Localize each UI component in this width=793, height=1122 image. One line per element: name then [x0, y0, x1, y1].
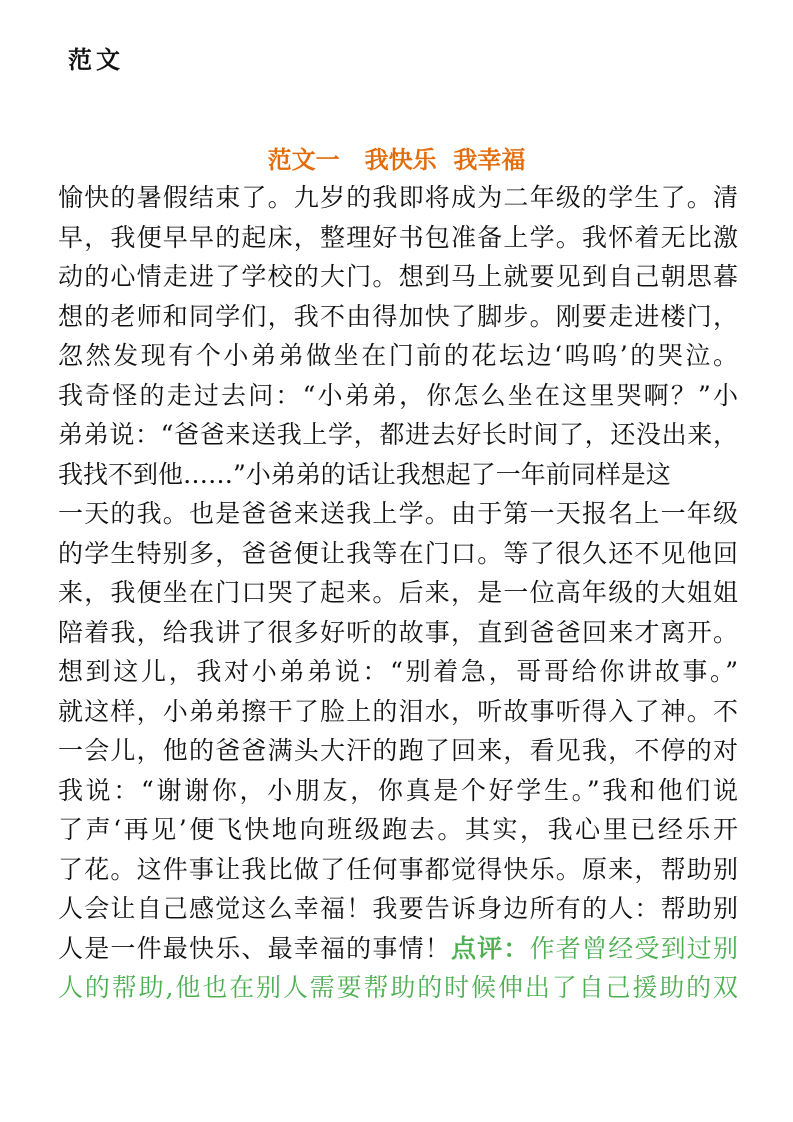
body-line: 了声‘再见’便飞快地向班级跑去。其实，我心里已经乐开 — [58, 815, 738, 844]
body-line: 我找不到他……”小弟弟的话让我想起了一年前同样是这 — [58, 459, 671, 489]
essay-body — [58, 178, 738, 1008]
body-line: 一会儿，他的爸爸满头大汗的跑了回来，看见我，不停的对 — [58, 736, 738, 765]
body-line: 动的心情走进了学校的大门。想到马上就要见到自己朝思暮 — [58, 262, 738, 291]
body-line: 忽然发现有个小弟弟做坐在门前的花坛边‘呜呜’的哭泣。 — [58, 341, 738, 370]
body-line-with-comment — [58, 929, 738, 969]
comment-label: 点评： — [450, 933, 530, 963]
body-line: 早，我便早早的起床，整理好书包准备上学。我怀着无比激 — [58, 222, 738, 252]
body-line: 愉快的暑假结束了。九岁的我即将成为二年级的学生了。清 — [58, 183, 738, 212]
essay-title: 范文一 我快乐 我幸福 — [267, 145, 526, 174]
body-line: 了花。这件事让我比做了任何事都觉得快乐。原来，帮助别 — [58, 854, 738, 884]
page-heading: 范文 — [68, 45, 124, 74]
body-line: 一天的我。也是爸爸来送我上学。由于第一天报名上一年级 — [58, 499, 738, 528]
body-line: 想的老师和同学们，我不由得加快了脚步。刚要走进楼门， — [58, 301, 738, 331]
body-line: 人会让自己感觉这么幸福！我要告诉身边所有的人：帮助别 — [58, 894, 738, 923]
body-line: 陪着我，给我讲了很多好听的故事，直到爸爸回来才离开。 — [58, 617, 738, 647]
body-line: 就这样，小弟弟擦干了脸上的泪水，听故事听得入了神。不 — [58, 696, 738, 726]
body-line: 我说：“谢谢你，小朋友，你真是个好学生。”我和他们说 — [58, 775, 738, 805]
comment-line: 人的帮助,他也在别人需要帮助的时候伸出了自己援助的双 — [58, 973, 738, 1002]
body-line: 的学生特别多，爸爸便让我等在门口。等了很久还不见他回 — [58, 538, 738, 568]
comment-text: 作者曾经受到过别 — [529, 933, 738, 963]
body-line-text: 人是一件最快乐、最幸福的事情！ — [58, 933, 451, 963]
body-line: 我奇怪的走过去问：“小弟弟，你怎么坐在这里哭啊？”小 — [58, 380, 738, 410]
body-line: 来，我便坐在门口哭了起来。后来，是一位高年级的大姐姐 — [58, 578, 738, 607]
body-line: 想到这儿，我对小弟弟说：“别着急，哥哥给你讲故事。” — [58, 657, 738, 686]
body-line: 弟弟说：“爸爸来送我上学，都进去好长时间了，还没出来， — [58, 420, 738, 449]
